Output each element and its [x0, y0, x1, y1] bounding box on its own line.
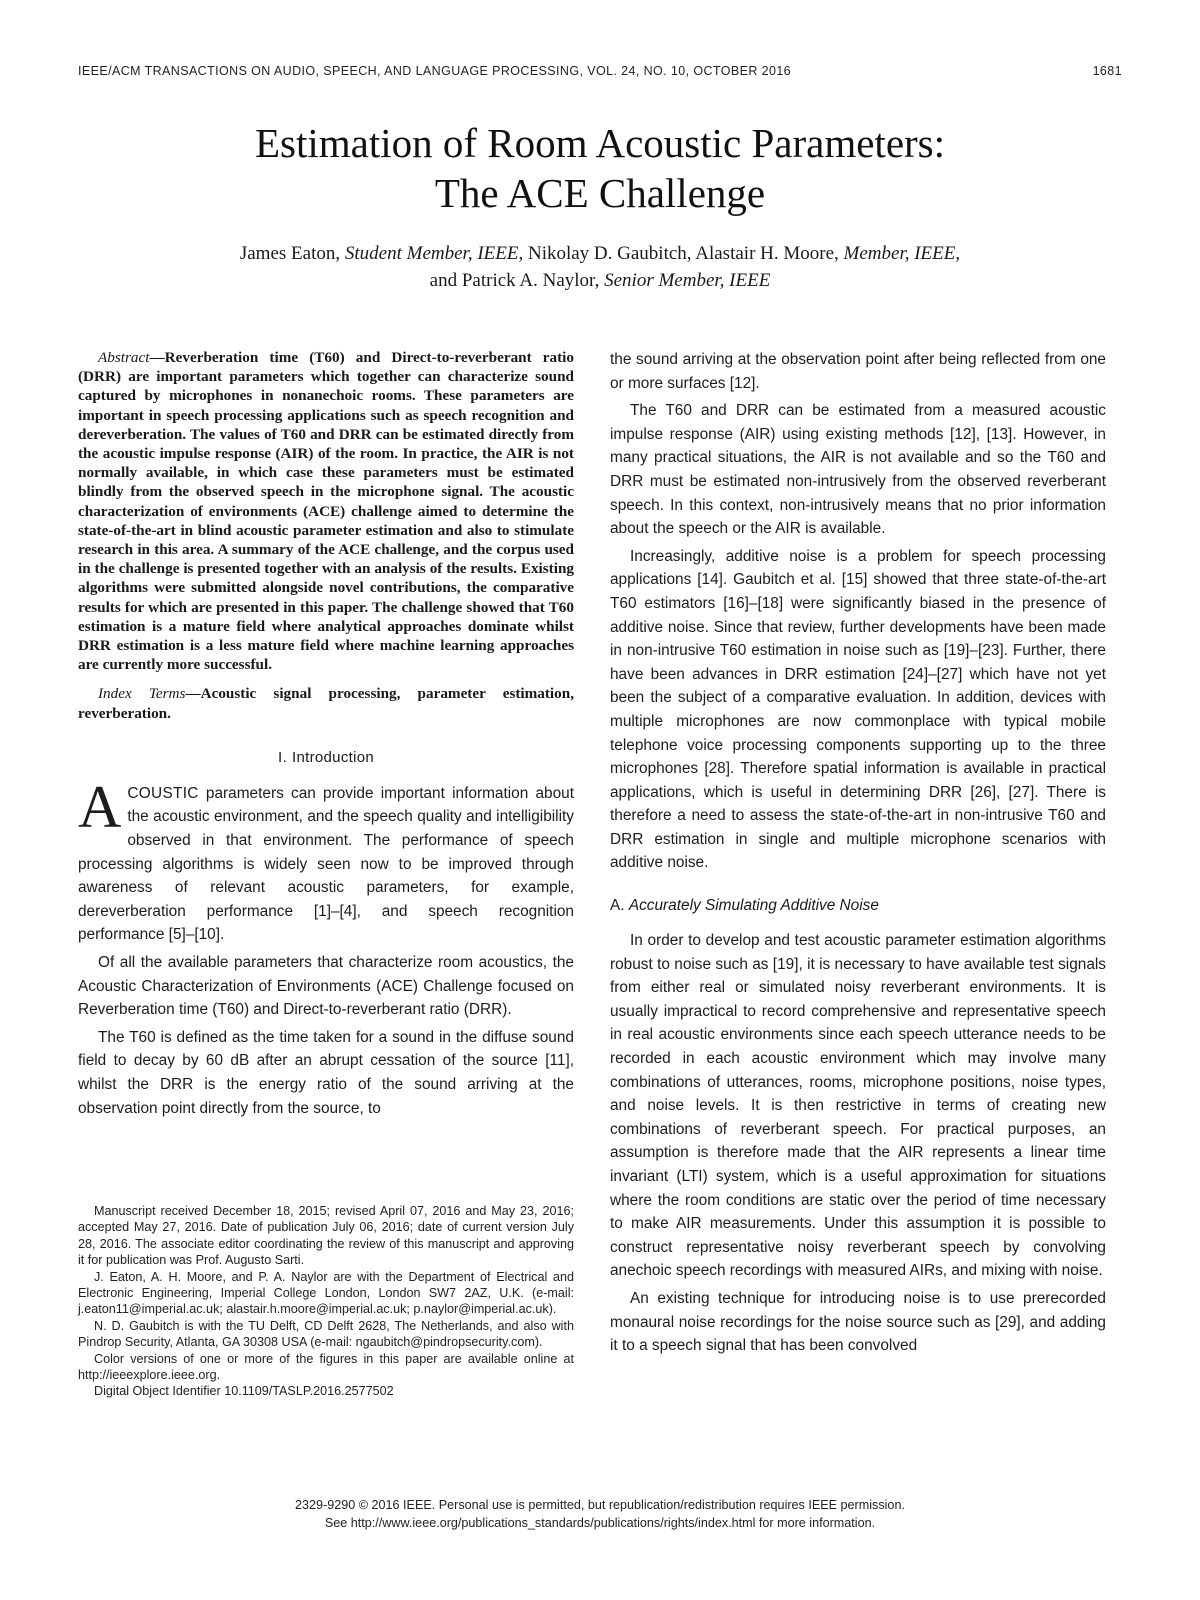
abstract [78, 348, 574, 674]
abstract-label: Abstract [98, 349, 150, 366]
author-role: Student Member, IEEE [344, 243, 519, 264]
subsection-body [610, 929, 1106, 1358]
page-number: 1681 [1092, 64, 1122, 78]
paragraph: The T60 and DRR can be estimated from a measured acoustic impulse response (AIR) using existing methods [12], [13]. However, in many practical situations, the AIR is not available and so the T60 and DRR must be estimated non-intrusively from the observed reverberant speech. In this context, non-intrusively means that no prior information about the speech or the AIR is available. [610, 402, 1106, 538]
author-list [0, 240, 1200, 294]
journal-line: IEEE/ACM TRANSACTIONS ON AUDIO, SPEECH, AND LANGUAGE PROCESSING, VOL. 24, NO. 10, OCTOBER 2016 [78, 64, 792, 78]
author-role: Senior Member, IEEE [604, 270, 771, 291]
footnote-manuscript: Manuscript received December 18, 2015; revised April 07, 2016 and May 23, 2016; accepted May 27, 2016. Date of publication July 06, 2016; date of current version July 28, 2016. The associate editor coordinating the review of this manuscript and approving it for publication was Prof. Augusto Sarti. [78, 1204, 574, 1268]
introduction-body [78, 773, 574, 1120]
title-line-1: Estimation of Room Acoustic Parameters: [254, 120, 946, 166]
running-header [78, 64, 1122, 78]
paragraph-text: parameters can provide important information about the acoustic environment, and the speech quality and intelligibility observed in that environment. The performance of speech processing algorithms is widely seen now to be improved through awareness of relevant acoustic parameters, for example, dereverberation performance [1]–[4], and speech recognition performance [5]–[10]. [78, 784, 574, 944]
paragraph: The T60 is defined as the time taken for a sound in the diffuse sound field to decay by 60 dB after an abrupt cessation of the source [11], whilst the DRR is the energy ratio of the sound arriving at the observation point directly from the source, to [78, 1028, 574, 1117]
footnote-affiliation-2: N. D. Gaubitch is with the TU Delft, CD Delft 2628, The Netherlands, and also with Pindrop Security, Atlanta, GA 30308 USA (e-mail: ngaubitch@pindropsecurity.com). [78, 1318, 574, 1350]
paragraph [78, 773, 574, 947]
author-role: Member, IEEE [843, 243, 956, 264]
footnote-doi: Digital Object Identifier 10.1109/TASLP.2016.2577502 [94, 1384, 394, 1399]
footnote-affiliation-1: J. Eaton, A. H. Moore, and P. A. Naylor are with the Department of Electrical and Electronic Engineering, Imperial College London, London SW7 2AZ, U.K. (e-mail: j.eaton11@imperial.ac.uk; alastair.h.moore@imperial.ac.uk; p.naylor@imperial.ac.uk). [78, 1269, 574, 1317]
index-terms [78, 684, 574, 722]
index-terms-label: Index Terms [98, 685, 186, 703]
author-separator: , [955, 243, 961, 264]
author-name: James Eaton, [239, 243, 345, 264]
first-word: COUSTIC [127, 784, 199, 802]
paragraph: In order to develop and test acoustic parameter estimation algorithms robust to noise such as [19], it is necessary to have available test signals from either real or simulated noisy reverberant environments. It is usually impractical to record comprehensive and representative speech in real acoustic environments since each speech utterance needs to be recorded in each acoustic environment which may involve many combinations of utterances, rooms, microphone positions, noise types, and noise levels. It is then restrictive in terms of creating new combinations of reverberant speech. For practical purposes, an assumption is therefore made that the AIR represents a linear time invariant (LTI) system, which is a useful approximation for situations where the room conditions are static over the period of time necessary to make AIR measurements. Under this assumption it is possible to construct representative noisy reverberant speech by convolving anechoic speech recordings with measured AIRs, and mixing with noise. [610, 932, 1106, 1280]
left-column [78, 348, 574, 1124]
subsection-label: A. [610, 897, 629, 915]
section-number: I. [278, 748, 293, 766]
footnotes [78, 1203, 574, 1400]
paragraph: Of all the available parameters that characterize room acoustics, the Acoustic Characterization of Environments (ACE) Challenge focused on Reverberation time (T60) and Direct-to-reverberant ratio (DRR). [78, 954, 574, 1019]
paragraph: An existing technique for introducing noise is to use prerecorded monaural noise recordings for the noise source such as [29], and adding it to a speech signal that has been convolved [610, 1289, 1106, 1355]
paragraph-continued: the sound arriving at the observation point after being reflected from one or more surfaces [12]. [610, 351, 1106, 392]
index-terms-text: —Acoustic signal processing, parameter estimation, reverberation. [78, 685, 574, 722]
copyright-footer [0, 1496, 1200, 1532]
paragraph: Increasingly, additive noise is a problem for speech processing applications [14]. Gaubitch et al. [15] showed that three state-of-the-art T60 estimators [16]–[18] were significantly biased in the presence of additive noise. Since that review, further developments have been made in non-intrusive T60 estimation in noise such as [19]–[23]. Further, there have been advances in DRR estimation [24]–[27] which have not yet been the subject of a comparative evaluation. In addition, devices with multiple microphones are now commonplace with typical mobile telephone voice processing components supporting up to the three microphones [28]. Therefore spatial information is available in practical applications, which is useful in determining DRR [26], [27]. There is therefore a need to assess the state-of-the-art in non-intrusive T60 and DRR estimation in single and multiple microphone scenarios with additive noise. [610, 547, 1106, 872]
subsection-title: Accurately Simulating Additive Noise [628, 897, 879, 915]
copyright-line-1: 2329-9290 © 2016 IEEE. Personal use is permitted, but republication/redistribution requires IEEE permission. [295, 1498, 905, 1512]
paper-title [0, 118, 1200, 218]
title-line-2: The ACE Challenge [434, 170, 766, 216]
author-name: , Nikolay D. Gaubitch, Alastair H. Moore, [518, 243, 844, 264]
author-name: and Patrick A. Naylor, [429, 270, 605, 291]
introduction-body-continued [610, 348, 1106, 875]
author-line-1 [0, 240, 1200, 267]
author-line-2 [0, 267, 1200, 294]
copyright-line-2: See http://www.ieee.org/publications_standards/publications/rights/index.html for more information. [324, 1516, 876, 1530]
section-title: Introduction [292, 748, 374, 766]
section-heading-introduction [78, 749, 574, 766]
subsection-heading [610, 897, 1106, 915]
footnote-color: Color versions of one or more of the figures in this paper are available online at http://ieeexplore.ieee.org. [78, 1351, 574, 1383]
right-column [610, 348, 1106, 1362]
abstract-text: —Reverberation time (T60) and Direct-to-reverberant ratio (DRR) are important parameters which together can characterize sound captured by microphones in nonanechoic rooms. These parameters are important in speech processing applications such as speech recognition and dereverberation. The values of T60 and DRR can be estimated directly from the acoustic impulse response (AIR) of the room. In practice, the AIR is not normally available, in which case these parameters must be estimated blindly from the observed speech in the microphone signal. The acoustic characterization of environments (ACE) challenge aimed to determine the state-of-the-art in blind acoustic parameter estimation and also to stimulate research in this area. A summary of the ACE challenge, and the corpus used in the challenge is presented together with an analysis of the results. Existing algorithms were submitted alongside novel contributions, the comparative results for which are presented in this paper. The challenge showed that T60 estimation is a mature field where analytical approaches dominate whilst DRR estimation is a less mature field where machine learning approaches are currently more successful. [78, 349, 574, 674]
drop-cap: A [78, 773, 122, 840]
